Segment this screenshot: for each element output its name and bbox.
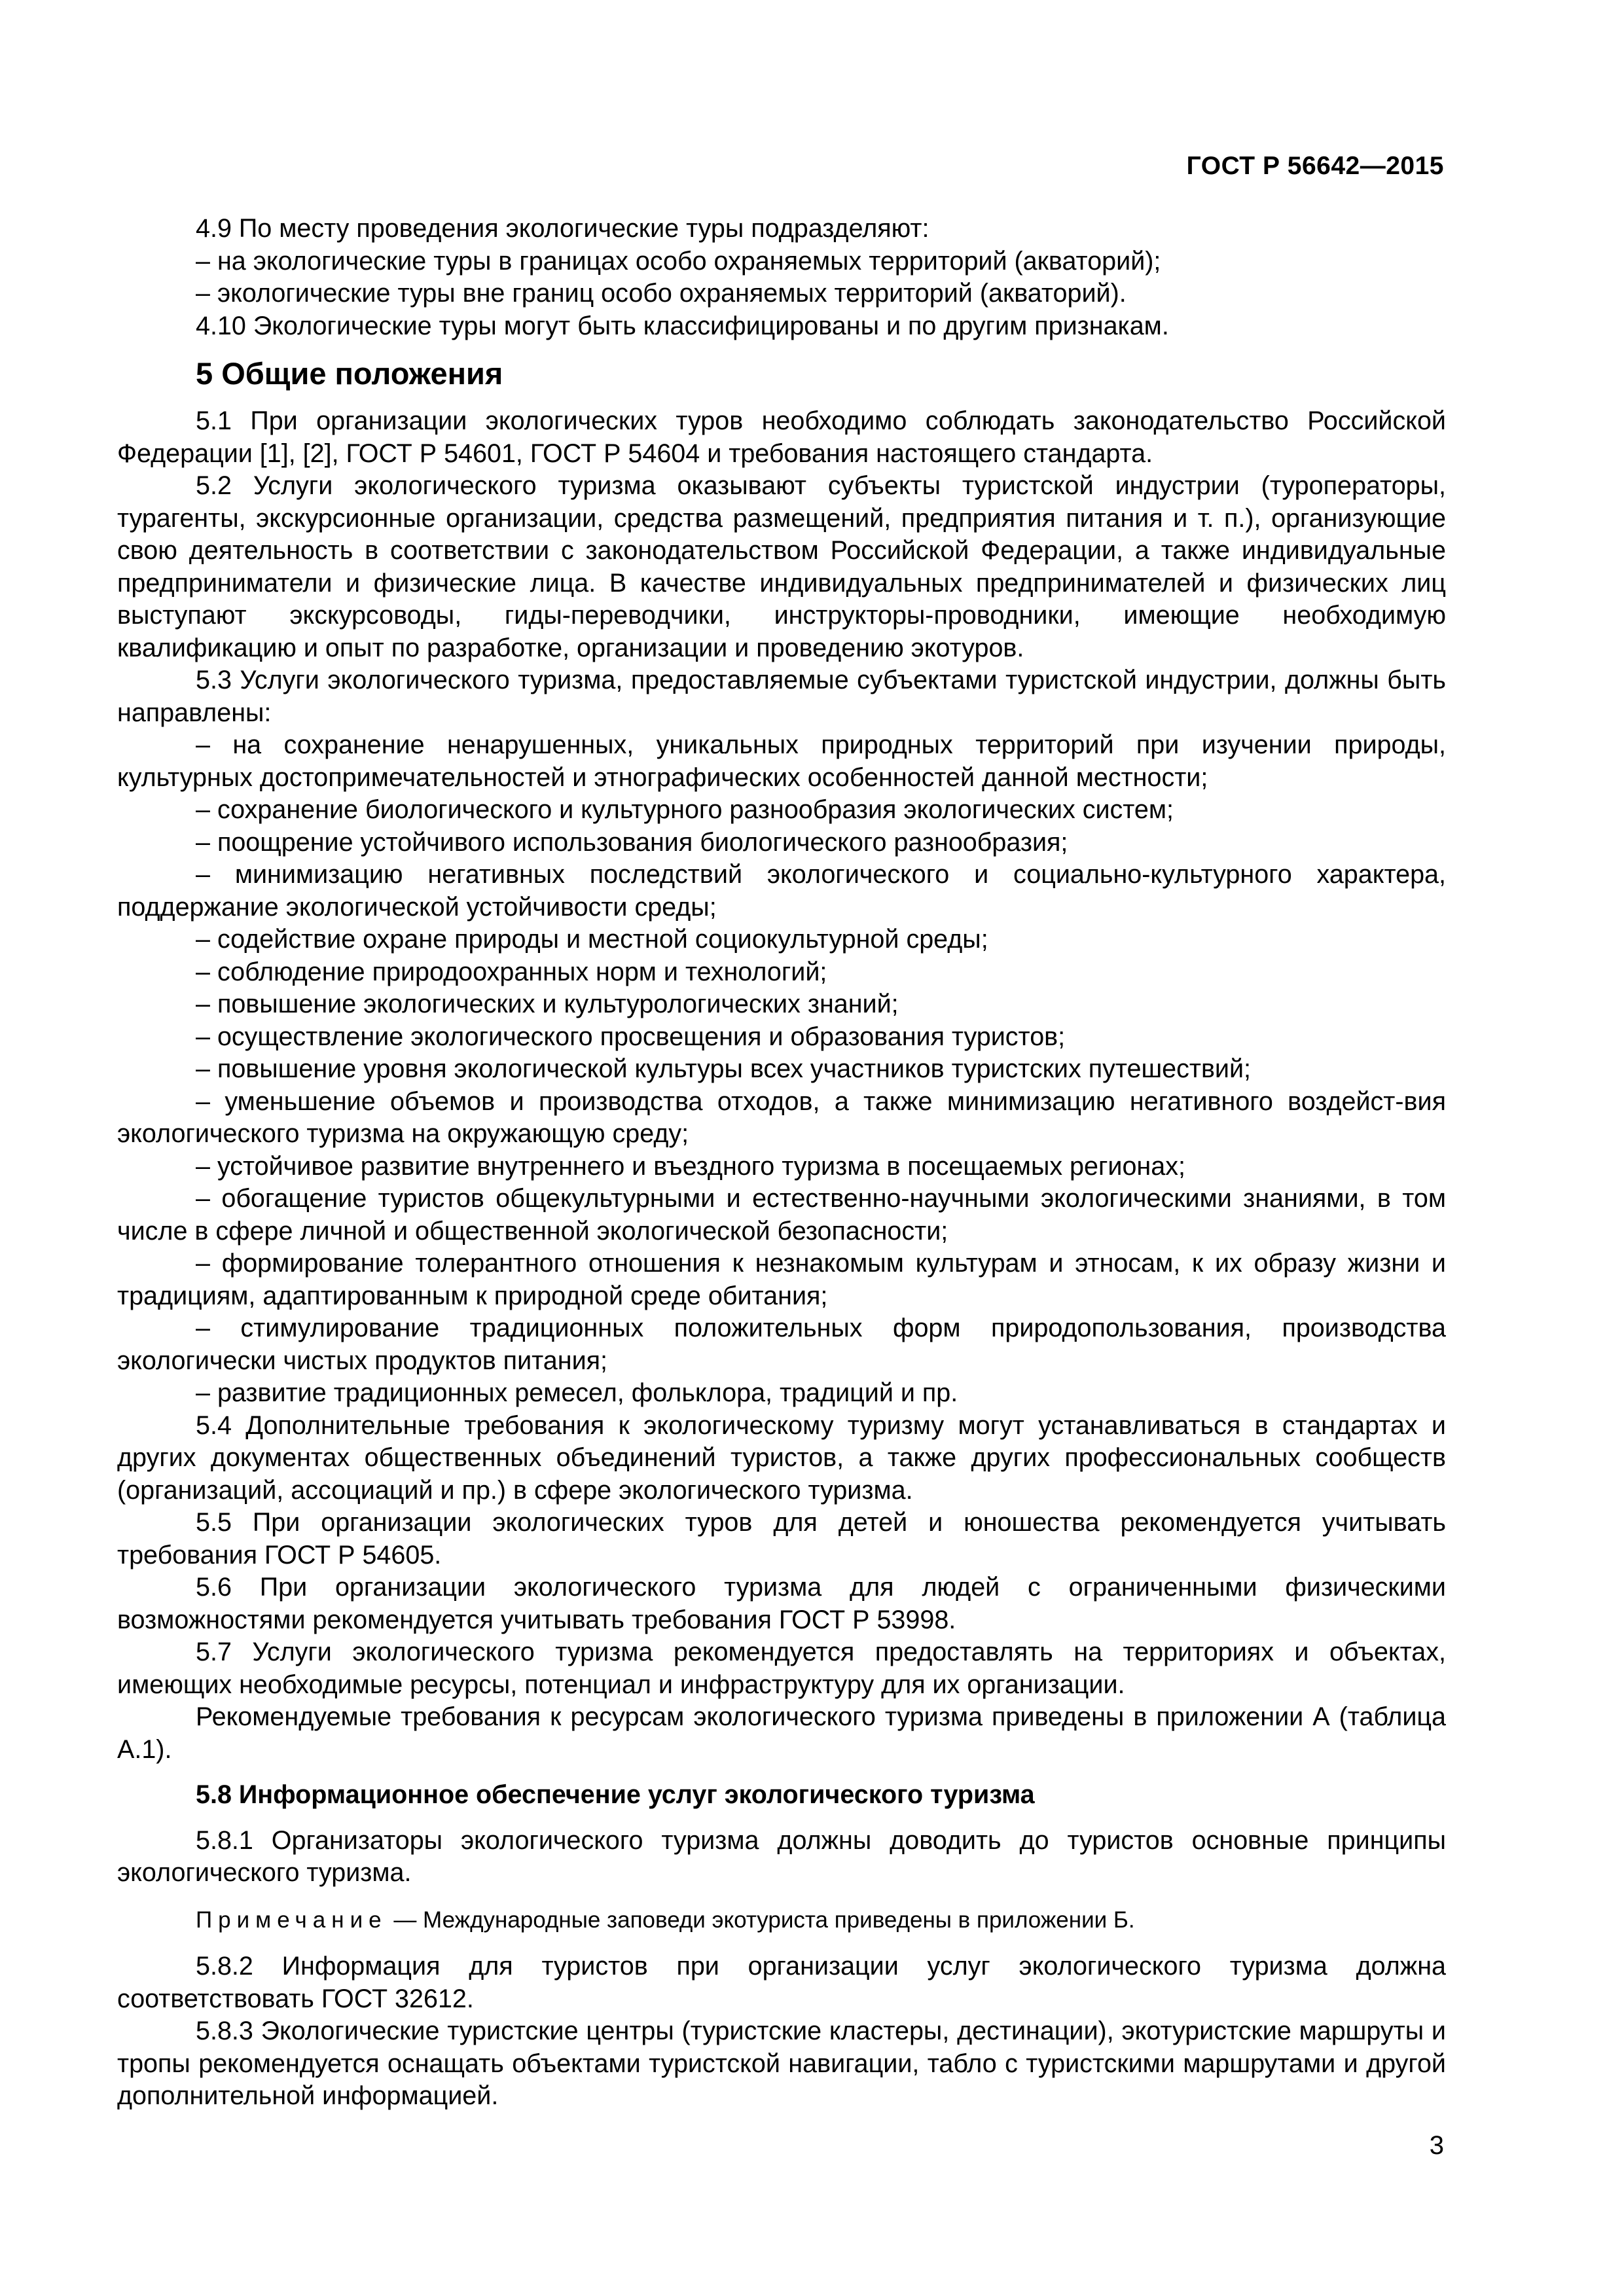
list-item: – осуществление экологического просвещения и образования туристов; — [196, 1022, 1066, 1051]
document-body — [117, 213, 1446, 2113]
list-item: – сохранение биологического и культурного разнообразия экологических систем; — [196, 795, 1174, 824]
note-text: — Международные заповеди экотуриста приведены в приложении Б. — [393, 1907, 1135, 1933]
list-item: – содействие охране природы и местной социокультурной среды; — [196, 925, 988, 954]
list-item: – формирование толерантного отношения к незнакомым культурам и этносам, к их образу жизни и традициям, адаптированным к природной среде обитания; — [117, 1249, 1446, 1310]
paragraph-5-8-3: 5.8.3 Экологические туристские центры (туристские кластеры, дестинации), экотуристские маршруты и тропы рекомендуется оснащать объектами туристской навигации, табло с туристскими маршрутами и другой дополнительной информацией. — [117, 2017, 1446, 2110]
list-item: – стимулирование традиционных положительных форм природопользования, производства экологически чистых продуктов питания; — [117, 1314, 1446, 1375]
paragraph-5-6: 5.6 При организации экологического туризма для людей с ограниченными физическими возможностями рекомендуется учитывать требования ГОСТ Р 53998. — [117, 1573, 1446, 1634]
list-item: – повышение экологических и культурологических знаний; — [196, 990, 899, 1018]
list-item: – обогащение туристов общекультурными и естественно-научными экологическими знаниями, в том числе в сфере личной и общественной экологической безопасности; — [117, 1184, 1446, 1246]
page-number: 3 — [1429, 2131, 1444, 2160]
paragraph-5-3: 5.3 Услуги экологического туризма, предоставляемые субъектами туристской индустрии, должны быть направлены: — [117, 666, 1446, 727]
list-item: – развитие традиционных ремесел, фольклора, традиций и пр. — [196, 1378, 958, 1407]
list-item: – уменьшение объемов и производства отходов, а также минимизацию негативного воздейст-вия экологического туризма на окружающую среду; — [117, 1086, 1446, 1148]
list-item: – поощрение устойчивого использования биологического разнообразия; — [196, 827, 1068, 857]
note-label: Примечание — [196, 1907, 388, 1933]
paragraph-resources: Рекомендуемые требования к ресурсам экологического туризма приведены в приложении А (таблица А.1). — [117, 1702, 1446, 1764]
paragraph-5-8-2: 5.8.2 Информация для туристов при организации услуг экологического туризма должна соответствовать ГОСТ 32612. — [117, 1952, 1446, 2013]
document-header-standard: ГОСТ Р 56642—2015 — [1186, 152, 1444, 180]
list-item: – повышение уровня экологической культуры всех участников туристских путешествий; — [196, 1054, 1252, 1083]
note — [196, 1904, 1446, 1937]
list-item: – соблюдение природоохранных норм и технологий; — [196, 957, 827, 986]
section-title: 5 Общие положения — [196, 356, 503, 391]
paragraph-5-4: 5.4 Дополнительные требования к экологическому туризму могут устанавливаться в стандартах и других документах общественных объединений туристов, а также других профессиональных сообществ (организаций, ассоциаций и пр.) в сфере экологического туризма. — [117, 1410, 1446, 1505]
paragraph-5-1: 5.1 При организации экологических туров необходимо соблюдать законодательство Российской Федерации [1], [2], ГОСТ Р 54601, ГОСТ Р 54604 и требования настоящего стандарта. — [117, 406, 1446, 468]
paragraph-5-2: 5.2 Услуги экологического туризма оказывают субъекты туристской индустрии (туроператоры, турагенты, экскурсионные организации, средства размещений, предприятия питания и т. п.), организующие свою деятельность в соответствии с законодательством Российской Федерации, а также индивидуальные предприниматели и физические лица. В качестве индивидуальных предпринимателей и физических лиц выступают экскурсоводы, гиды-переводчики, инструкторы-проводники, имеющие необходимую квалификацию и опыт по разработке, организации и проведению экотуров. — [117, 471, 1446, 662]
list-item: – на сохранение ненарушенных, уникальных природных территорий при изучении природы, культурных достопримечательностей и этнографических особенностей данной местности; — [117, 730, 1446, 792]
list-item: – экологические туры вне границ особо охраняемых территорий (акваторий). — [196, 279, 1127, 308]
paragraph-5-7: 5.7 Услуги экологического туризма рекомендуется предоставлять на территориях и объектах, имеющих необходимые ресурсы, потенциал и инфраструктуру для их организации. — [117, 1638, 1446, 1699]
paragraph-4-9: 4.9 По месту проведения экологические туры подразделяют: — [196, 214, 929, 243]
paragraph-4-10: 4.10 Экологические туры могут быть классифицированы и по другим признакам. — [196, 311, 1169, 340]
list-item: – устойчивое развитие внутреннего и въездного туризма в посещаемых регионах; — [196, 1151, 1185, 1181]
paragraph-5-8-1: 5.8.1 Организаторы экологического туризма должны доводить до туристов основные принципы экологического туризма. — [117, 1825, 1446, 1887]
list-item: – на экологические туры в границах особо охраняемых территорий (акваторий); — [196, 246, 1161, 276]
paragraph-5-5: 5.5 При организации экологических туров для детей и юношества рекомендуется учитывать требования ГОСТ Р 54605. — [117, 1508, 1446, 1570]
subsection-title: 5.8 Информационное обеспечение услуг экологического туризма — [196, 1780, 1035, 1809]
list-item: – минимизацию негативных последствий экологического и социально-культурного характера, поддержание экологической устойчивости среды; — [117, 860, 1446, 922]
